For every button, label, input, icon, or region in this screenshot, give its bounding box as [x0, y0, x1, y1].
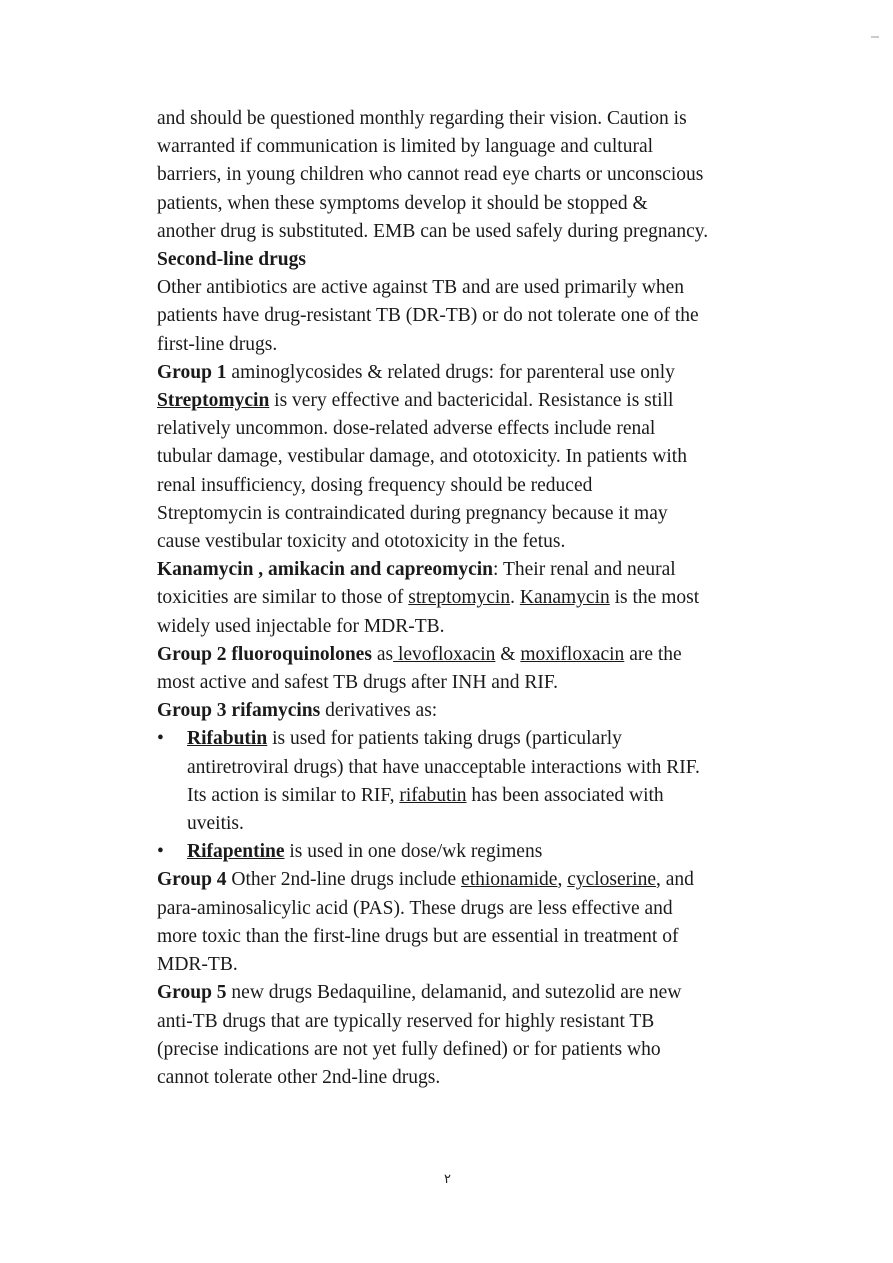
text-run: is the most: [609, 587, 700, 609]
text-run: Its action is similar to RIF,: [187, 784, 400, 806]
text-line: Streptomycin is contraindicated during pregnancy because it may: [157, 502, 668, 524]
rifabutin-term: Rifabutin: [187, 728, 268, 750]
text-line: most active and safest TB drugs after INH and RIF.: [157, 672, 558, 694]
text-line: [157, 584, 767, 612]
text-run: ,: [557, 869, 568, 891]
group1-line: [157, 359, 767, 387]
text-run: is very effective and bactericidal. Resistance is still: [269, 390, 674, 412]
text-line: Other antibiotics are active against TB and are used primarily when: [157, 277, 685, 299]
text-line: cause vestibular toxicity and ototoxicity in the fetus.: [157, 531, 566, 553]
second-line-paragraph: [157, 274, 767, 359]
text-run: toxicities are similar to those of: [157, 587, 409, 609]
text-run: is used in one dose/wk regimens: [284, 841, 543, 863]
group2-paragraph: [157, 641, 767, 697]
text-line: another drug is substituted. EMB can be used safely during pregnancy.: [157, 220, 709, 242]
text-line: barriers, in young children who cannot read eye charts or unconscious: [157, 164, 704, 186]
text-line: widely used injectable for MDR-TB.: [157, 615, 445, 637]
text-line: para-aminosalicylic acid (PAS). These drugs are less effective and: [157, 897, 673, 919]
text-line: [157, 556, 767, 584]
levofloxacin-ref: levofloxacin: [393, 643, 496, 665]
text-line: renal insufficiency, dosing frequency should be reduced: [157, 474, 593, 496]
text-run: , and: [655, 869, 694, 891]
cycloserine-ref: cycloserine: [567, 869, 656, 891]
streptomycin-paragraph: [157, 387, 767, 556]
text-line: and should be questioned monthly regarding their vision. Caution is: [157, 108, 687, 129]
text-line: [157, 641, 767, 669]
text-line: uveitis.: [187, 813, 244, 835]
text-line: tubular damage, vestibular damage, and ototoxicity. In patients with: [157, 446, 687, 468]
bullet-rifabutin: [157, 725, 767, 838]
text-run: has been associated with: [466, 784, 664, 806]
text-run: as: [371, 643, 394, 665]
group1-label: Group 1: [157, 361, 227, 383]
group3-label: Group 3 rifamycins: [157, 700, 321, 722]
group4-paragraph: [157, 866, 767, 979]
text-line: cannot tolerate other 2nd-line drugs.: [157, 1066, 441, 1088]
text-run: &: [495, 643, 521, 665]
text-line: more toxic than the first-line drugs but are essential in treatment of: [157, 925, 679, 947]
text-run: .: [510, 587, 520, 609]
text-line: first-line drugs.: [157, 333, 278, 355]
text-run: new drugs Bedaquiline, delamanid, and sutezolid are new: [226, 982, 682, 1004]
text-run: : Their renal and neural: [493, 559, 676, 581]
bullet-icon: •: [157, 841, 164, 863]
text-line: patients have drug-resistant TB (DR-TB) or do not tolerate one of the: [157, 305, 699, 327]
group3-line: [157, 697, 767, 725]
text-run: Other 2nd-line drugs include: [226, 869, 462, 891]
text-line: warranted if communication is limited by language and cultural: [157, 136, 654, 158]
ethionamide-ref: ethionamide: [461, 869, 558, 891]
text-line: [157, 979, 767, 1007]
text-line: [187, 782, 767, 810]
group5-paragraph: [157, 979, 767, 1092]
kanamycin-label: Kanamycin , amikacin and capreomycin: [157, 559, 494, 581]
scan-speck: [871, 36, 879, 38]
text-line: [157, 866, 767, 894]
group4-label: Group 4: [157, 869, 227, 891]
text-run: is used for patients taking drugs (particularly: [267, 728, 622, 750]
moxifloxacin-ref: moxifloxacin: [520, 643, 625, 665]
text-line: antiretroviral drugs) that have unacceptable interactions with RIF.: [187, 756, 700, 778]
text-line: relatively uncommon. dose-related adverse effects include renal: [157, 418, 656, 440]
text-line: patients, when these symptoms develop it should be stopped &: [157, 192, 648, 214]
kanamycin-paragraph: [157, 556, 767, 641]
bullet-rifapentine: [157, 838, 767, 866]
text-line: [187, 725, 767, 753]
rifabutin-ref: rifabutin: [399, 784, 467, 806]
text-line: (precise indications are not yet fully defined) or for patients who: [157, 1038, 661, 1060]
text-line: [157, 387, 767, 415]
text-run: are the: [624, 643, 682, 665]
text-line: [187, 838, 767, 866]
bullet-icon: •: [157, 728, 164, 750]
document-body: [157, 105, 767, 1092]
section-heading: Second-line drugs: [157, 249, 306, 271]
kanamycin-ref: Kanamycin: [519, 587, 610, 609]
group5-label: Group 5: [157, 982, 227, 1004]
page-number: ٢: [444, 1172, 451, 1187]
text-run: derivatives as:: [320, 700, 438, 722]
intro-paragraph: [157, 105, 767, 246]
text-line: anti-TB drugs that are typically reserved for highly resistant TB: [157, 1010, 655, 1032]
rifapentine-term: Rifapentine: [187, 841, 285, 863]
streptomycin-term: Streptomycin: [157, 390, 270, 412]
streptomycin-ref: streptomycin: [408, 587, 511, 609]
text-line: MDR-TB.: [157, 954, 238, 976]
group2-label: Group 2 fluoroquinolones: [157, 643, 372, 665]
group1-text: aminoglycosides & related drugs: for parenteral use only: [226, 361, 675, 383]
